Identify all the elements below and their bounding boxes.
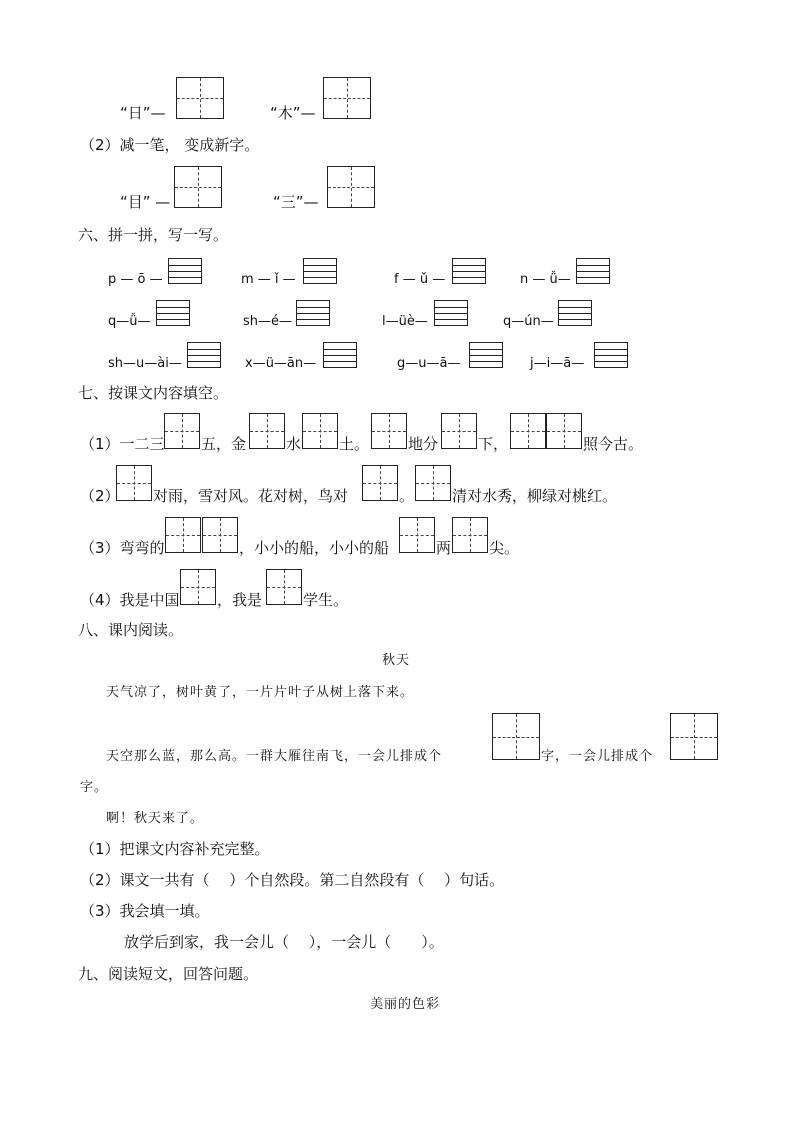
write-box[interactable]	[165, 517, 201, 553]
section-9-title: 九、阅读短文，回答问题。	[78, 965, 259, 983]
fill-text: 两	[436, 539, 452, 557]
pinyin-box[interactable]	[187, 342, 221, 368]
reading-question: （2）课文一共有（ ）个自然段。第二自然段有（ ）句话。	[80, 871, 505, 889]
pinyin-item: q—ún—	[503, 314, 554, 329]
story-title: 美丽的色彩	[370, 997, 441, 1012]
fill-text: 地分	[408, 435, 439, 453]
write-box[interactable]	[116, 465, 152, 501]
passage-paragraph: 天空那么蓝，那么高。一群大雁往南飞，一会儿排成个	[106, 749, 443, 764]
write-box[interactable]	[302, 413, 338, 449]
section-7-title: 七、按课文内容填空。	[78, 384, 229, 402]
q-san: “三”—	[273, 193, 319, 211]
section-6-title: 六、拼一拼，写一写。	[78, 226, 229, 244]
fill-text: ，我是	[217, 591, 263, 609]
fill-text: 。	[399, 487, 415, 505]
reading-sentence: 放学后到家，我一会儿（ ），一会儿（ ）。	[124, 933, 444, 951]
write-box[interactable]	[452, 517, 488, 553]
passage-paragraph: 字，一会儿排成个	[541, 749, 654, 764]
passage-title: 秋天	[382, 653, 411, 668]
fill-text: 水	[286, 435, 302, 453]
write-box[interactable]	[670, 713, 718, 760]
pinyin-item: f — ǔ —	[394, 272, 446, 287]
pinyin-item: g—u—ā—	[397, 356, 461, 371]
q-ri: “日”—	[120, 104, 166, 122]
reading-question: （3）我会填一填。	[80, 902, 210, 920]
fill-text: 学生。	[303, 591, 349, 609]
pinyin-item: l—üè—	[382, 314, 428, 329]
passage-paragraph: 啊！秋天来了。	[106, 811, 205, 826]
pinyin-item: n — ǚ—	[520, 272, 571, 287]
pinyin-box[interactable]	[156, 300, 190, 326]
q-mu: “木”—	[270, 104, 316, 122]
pinyin-item: p — ō —	[108, 272, 163, 287]
pinyin-item: x—ü—ān—	[245, 356, 317, 371]
pinyin-box[interactable]	[434, 300, 468, 326]
fill-text: 下，	[478, 435, 509, 453]
section-8-title: 八、课内阅读。	[78, 621, 184, 639]
fill-text: 五，金	[201, 435, 247, 453]
fill-text: 清对水秀，柳绿对桃红。	[452, 487, 618, 505]
q-mu-eye: “目” —	[120, 193, 171, 211]
write-box[interactable]	[362, 465, 398, 501]
write-box[interactable]	[249, 413, 285, 449]
pinyin-box[interactable]	[452, 258, 486, 284]
write-box[interactable]	[164, 413, 200, 449]
pinyin-item: j—i—ā—	[530, 356, 585, 371]
pinyin-item: sh—é—	[243, 314, 293, 329]
write-box[interactable]	[510, 413, 546, 449]
write-box[interactable]	[174, 166, 222, 208]
pinyin-box[interactable]	[296, 300, 330, 326]
fill-text: 土。	[339, 435, 370, 453]
fill-text: （2）	[80, 487, 120, 505]
fill-text: （4）我是中国	[80, 591, 180, 609]
passage-paragraph: 字。	[80, 780, 109, 795]
write-box[interactable]	[492, 713, 540, 760]
pinyin-box[interactable]	[168, 258, 202, 284]
pinyin-box[interactable]	[558, 300, 592, 326]
write-box[interactable]	[371, 413, 407, 449]
pinyin-item: sh—u—ài—	[108, 356, 182, 371]
passage-paragraph: 天气凉了，树叶黄了，一片片叶子从树上落下来。	[106, 685, 415, 700]
fill-text: （1）一二三	[80, 435, 165, 453]
reading-question: （1）把课文内容补充完整。	[80, 840, 270, 858]
fill-text: ，小小的船，小小的船	[239, 539, 390, 557]
write-box[interactable]	[399, 517, 435, 553]
write-box[interactable]	[202, 517, 238, 553]
write-box[interactable]	[415, 465, 451, 501]
pinyin-box[interactable]	[303, 258, 337, 284]
pinyin-item: m — ǐ —	[241, 272, 296, 287]
write-box[interactable]	[323, 77, 371, 119]
write-box[interactable]	[180, 569, 216, 605]
write-box[interactable]	[176, 77, 224, 119]
fill-text: （3）弯弯的	[80, 539, 165, 557]
pinyin-box[interactable]	[576, 258, 610, 284]
pinyin-item: q—ǚ—	[108, 314, 151, 329]
question-2: （2）减一笔， 变成新字。	[80, 136, 260, 154]
write-box[interactable]	[546, 413, 582, 449]
pinyin-box[interactable]	[323, 342, 357, 368]
write-box[interactable]	[266, 569, 302, 605]
pinyin-box[interactable]	[469, 342, 503, 368]
fill-text: 尖。	[489, 539, 520, 557]
write-box[interactable]	[441, 413, 477, 449]
pinyin-box[interactable]	[594, 342, 628, 368]
fill-text: 照今古。	[583, 435, 644, 453]
fill-text: 对雨，雪对风。花对树，鸟对	[153, 487, 349, 505]
write-box[interactable]	[327, 166, 375, 208]
